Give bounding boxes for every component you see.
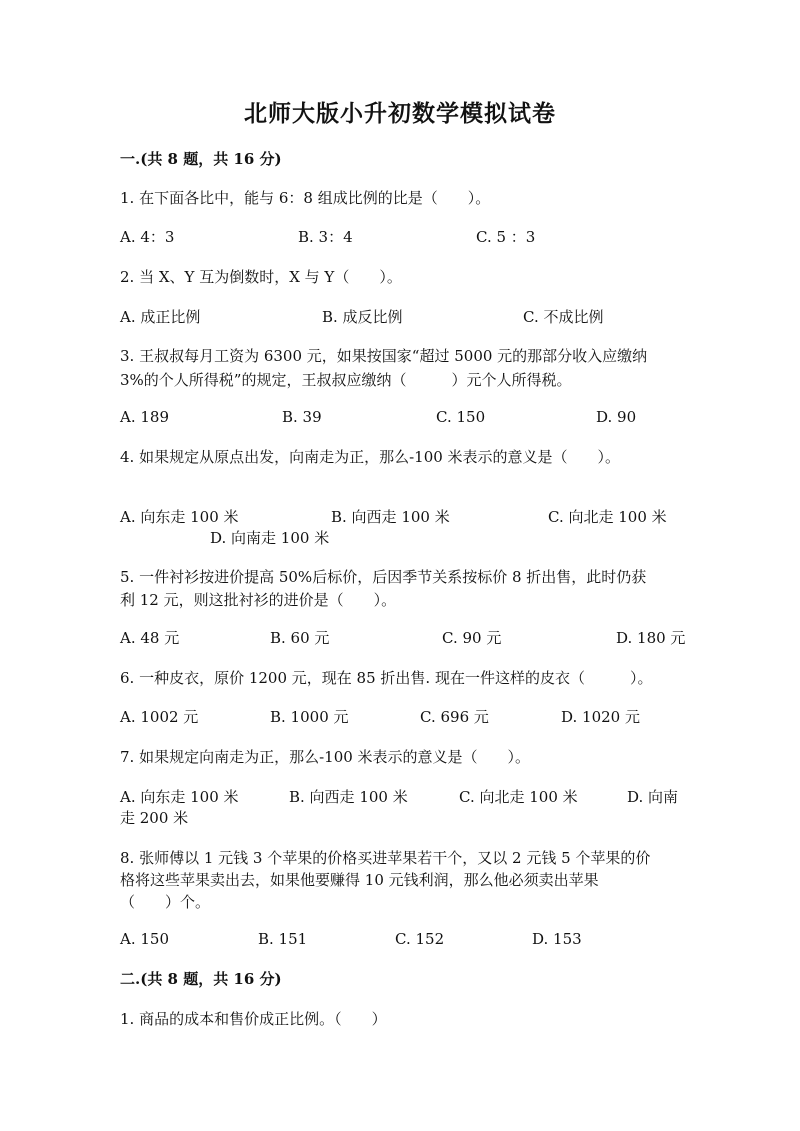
question-2-text: 2. 当 X、Y 互为倒数时，X 与 Y（ ）。	[120, 268, 402, 286]
page-title: 北师大版小升初数学模拟试卷	[244, 100, 556, 127]
question-4-option-b: B. 向西走 100 米	[331, 508, 450, 526]
question-3-option-b: B. 39	[282, 408, 322, 426]
question-6-option-a: A. 1002 元	[120, 708, 199, 726]
question-7-option-d-continued: 走 200 米	[120, 809, 189, 827]
question-1-option-c: C. 5 ：3	[476, 228, 536, 246]
question-8-text-line-2: 格将这些苹果卖出去，如果他要赚得 10 元钱利润，那么他必须卖出苹果	[120, 871, 599, 889]
question-7-option-b: B. 向西走 100 米	[289, 788, 408, 806]
section-heading-1: 一.(共 8 题，共 16 分)	[120, 150, 282, 168]
question-3-option-d: D. 90	[596, 408, 637, 426]
question-6-option-d: D. 1020 元	[561, 708, 640, 726]
question-6-option-c: C. 696 元	[420, 708, 489, 726]
question-3-text-line-1: 3. 王叔叔每月工资为 6300 元，如果按国家“超过 5000 元的那部分收入应缴纳	[120, 347, 648, 365]
question-8-option-b: B. 151	[258, 930, 308, 948]
question-8-text-line-1: 8. 张师傅以 1 元钱 3 个苹果的价格买进苹果若干个，又以 2 元钱 5 个苹果的价	[120, 849, 651, 867]
question-4-option-c: C. 向北走 100 米	[548, 508, 667, 526]
question-2-option-b: B. 成反比例	[322, 308, 403, 326]
question-4-option-a: A. 向东走 100 米	[120, 508, 239, 526]
question-3-text-line-2: 3%的个人所得税”的规定，王叔叔应缴纳（ ）元个人所得税。	[120, 371, 572, 389]
question-8-option-d: D. 153	[532, 930, 582, 948]
question-5-option-c: C. 90 元	[442, 629, 502, 647]
judgement-question-1-text: 1. 商品的成本和售价成正比例。（ ）	[120, 1010, 387, 1028]
question-5-text-line-2: 利 12 元，则这批衬衫的进价是（ ）。	[120, 591, 397, 609]
question-7-option-c: C. 向北走 100 米	[459, 788, 578, 806]
question-1-text: 1. 在下面各比中，能与 6：8 组成比例的比是（ ）。	[120, 189, 491, 207]
question-2-option-a: A. 成正比例	[120, 308, 201, 326]
question-1-option-b: B. 3：4	[298, 228, 353, 246]
question-8-text-line-3: （ ）个。	[120, 893, 211, 911]
section-heading-2: 二.(共 8 题，共 16 分)	[120, 970, 282, 988]
question-5-option-b: B. 60 元	[270, 629, 330, 647]
question-3-option-a: A. 189	[120, 408, 169, 426]
question-1-option-a: A. 4：3	[120, 228, 175, 246]
question-8-option-a: A. 150	[120, 930, 169, 948]
question-3-option-c: C. 150	[436, 408, 486, 426]
question-4-text: 4. 如果规定从原点出发，向南走为正，那么-100 米表示的意义是（ ）。	[120, 448, 621, 466]
question-8-option-c: C. 152	[395, 930, 445, 948]
question-4-option-d: D. 向南走 100 米	[210, 529, 330, 547]
question-6-option-b: B. 1000 元	[270, 708, 349, 726]
question-2-option-c: C. 不成比例	[523, 308, 604, 326]
question-5-text-line-1: 5. 一件衬衫按进价提高 50%后标价，后因季节关系按标价 8 折出售，此时仍获	[120, 568, 647, 586]
question-7-option-d: D. 向南	[627, 788, 679, 806]
question-5-option-d: D. 180 元	[616, 629, 686, 647]
question-7-text: 7. 如果规定向南走为正，那么-100 米表示的意义是（ ）。	[120, 748, 531, 766]
question-7-option-a: A. 向东走 100 米	[120, 788, 239, 806]
question-6-text: 6. 一种皮衣，原价 1200 元，现在 85 折出售. 现在一件这样的皮衣（ ）。	[120, 669, 653, 687]
question-5-option-a: A. 48 元	[120, 629, 180, 647]
